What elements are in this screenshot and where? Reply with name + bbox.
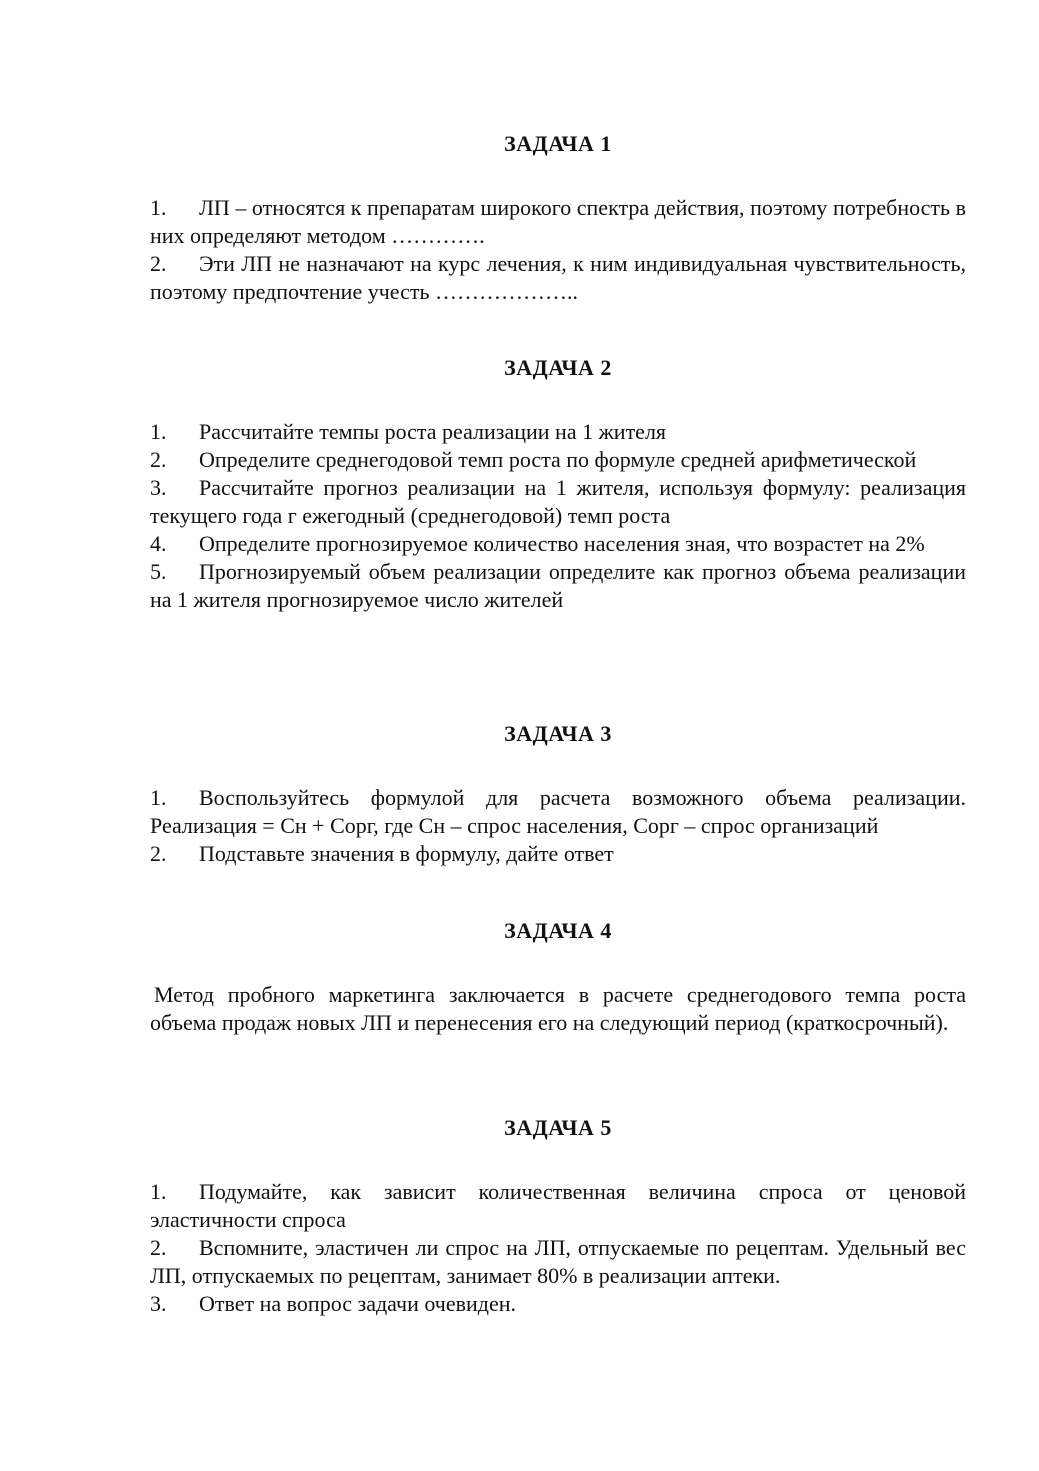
task-2-item-2 — [150, 446, 966, 474]
task-2-item-4 — [150, 530, 966, 558]
task-3-section — [150, 720, 966, 868]
item-number: 2. — [150, 447, 167, 472]
item-number: 2. — [150, 251, 167, 276]
task-1-item-2 — [150, 250, 966, 306]
task-2-item-3 — [150, 474, 966, 530]
item-number: 2. — [150, 1235, 167, 1260]
task-1-section — [150, 130, 966, 306]
item-number: 2. — [150, 841, 167, 866]
task-1-title: ЗАДАЧА 1 — [504, 131, 612, 156]
item-number: 1. — [150, 785, 167, 810]
task-3-item-1 — [150, 784, 966, 840]
item-text: Определите прогнозируемое количество населения зная, что возрастет на 2% — [199, 531, 925, 556]
item-text: Рассчитайте темпы роста реализации на 1 жителя — [199, 419, 667, 444]
task-5-title: ЗАДАЧА 5 — [504, 1115, 612, 1140]
task-2-item-5 — [150, 558, 966, 614]
item-text: Эти ЛП не назначают на курс лечения, к ним индивидуальная чувствительность, поэтому предпочтение учесть ……………….. — [150, 251, 966, 304]
task-2-title: ЗАДАЧА 2 — [504, 355, 612, 380]
item-number: 3. — [150, 1291, 167, 1316]
task-5-item-3 — [150, 1290, 966, 1318]
task-4-title: ЗАДАЧА 4 — [504, 918, 612, 943]
task-4-paragraph: Метод пробного маркетинга заключается в расчете среднегодового темпа роста объема продаж новых ЛП и перенесения его на следующий период (краткосрочный). — [150, 982, 966, 1035]
item-text: Определите среднегодовой темп роста по формуле средней арифметической — [199, 447, 917, 472]
item-text: ЛП – относятся к препаратам широкого спектра действия, поэтому потребность в них определяют методом …………. — [150, 195, 966, 248]
item-text: Воспользуйтесь формулой для расчета возможного объема реализации. Реализация = Сн + Сорг, где Сн – спрос населения, Сорг – спрос организаций — [150, 785, 966, 838]
task-5-item-1 — [150, 1178, 966, 1234]
item-text: Подставьте значения в формулу, дайте ответ — [199, 841, 614, 866]
item-number: 5. — [150, 559, 167, 584]
task-2-section — [150, 354, 966, 614]
task-3-item-2 — [150, 840, 966, 868]
item-text: Прогнозируемый объем реализации определите как прогноз объема реализации на 1 жителя прогнозируемое число жителей — [150, 559, 966, 612]
item-number: 1. — [150, 1179, 167, 1204]
task-5-section — [150, 1114, 966, 1318]
item-text: Подумайте, как зависит количественная величина спроса от ценовой эластичности спроса — [150, 1179, 966, 1232]
item-number: 1. — [150, 419, 167, 444]
item-number: 3. — [150, 475, 167, 500]
item-text: Ответ на вопрос задачи очевиден. — [199, 1291, 517, 1316]
task-3-title: ЗАДАЧА 3 — [504, 721, 612, 746]
task-1-item-1 — [150, 194, 966, 250]
task-2-item-1 — [150, 418, 966, 446]
item-text: Рассчитайте прогноз реализации на 1 жителя, используя формулу: реализация текущего года г ежегодный (среднегодовой) темп роста — [150, 475, 966, 528]
item-text: Вспомните, эластичен ли спрос на ЛП, отпускаемые по рецептам. Удельный вес ЛП, отпускаемых по рецептам, занимает 80% в реализации аптеки. — [150, 1235, 966, 1288]
task-5-item-2 — [150, 1234, 966, 1290]
item-number: 1. — [150, 195, 167, 220]
task-4-section — [150, 917, 966, 1037]
item-number: 4. — [150, 531, 167, 556]
